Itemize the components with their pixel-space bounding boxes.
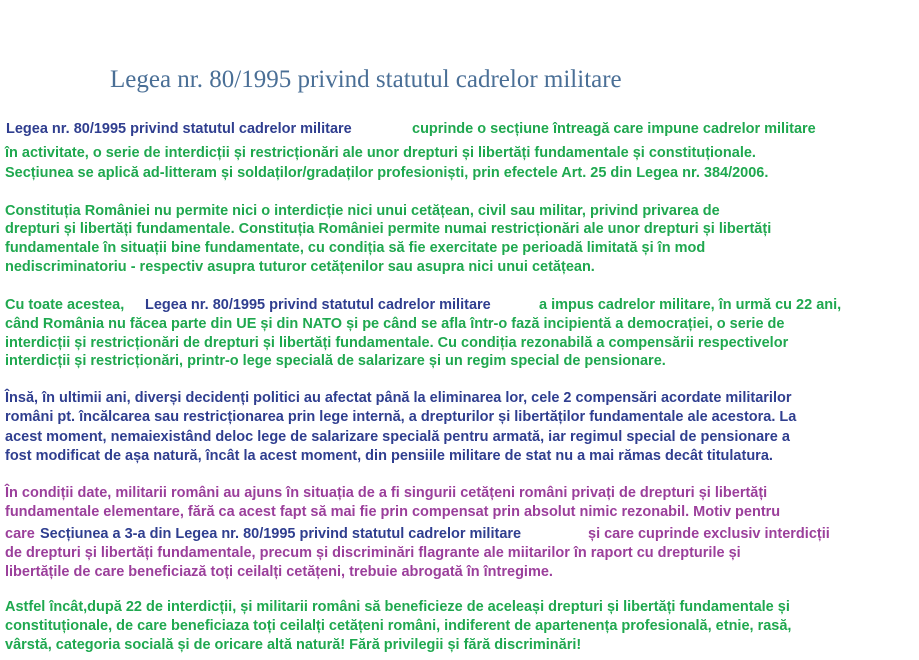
page-title: Legea nr. 80/1995 privind statutul cadrelor militare [110, 66, 622, 93]
paragraph-5-line-3b: Secțiunea a 3-a din Legea nr. 80/1995 privind statutul cadrelor militare [40, 526, 522, 542]
paragraph-5-line-3c: și care cuprinde exclusiv interdicții [588, 526, 830, 542]
paragraph-5-line-1: În condiții date, militarii români au ajuns în situația de a fi singurii cetățeni români privați de drepturi și libertăți [5, 485, 768, 501]
paragraph-4-line-2: români pt. încălcarea sau restricționarea prin lege internă, a drepturilor și libertăților fundamentale ale acestora. La [5, 409, 797, 425]
paragraph-6-line-3: vârstă, categoria socială și de oricare altă natură! Fără privilegii și fără discriminări! [5, 637, 582, 653]
paragraph-5-line-3a: care [5, 526, 35, 542]
paragraph-4-line-3: acest moment, nemaiexistând deloc lege de salarizare specială pentru armată, iar regimul special de pensionare a [5, 429, 790, 445]
paragraph-3-line-1c: a impus cadrelor militare, în urmă cu 22 ani, [539, 297, 842, 313]
paragraph-5-line-4: de drepturi și libertăți fundamentale, precum și discriminări flagrante ale miitarilor în raport cu drepturile și [5, 545, 741, 561]
paragraph-4-line-4: fost modificat de așa natură, încât la acest moment, din pensiile militare de stat nu a mai rămas decât titulatura. [5, 448, 773, 464]
paragraph-3-line-2: când România nu făcea parte din UE și din NATO și pe când se afla într-o fază incipientă a democrației, o serie de [5, 316, 785, 332]
paragraph-1-line-1b: cuprinde o secțiune întreagă care impune cadrelor militare [412, 121, 816, 137]
paragraph-1-line-3: Secțiunea se aplică ad-litteram și soldaților/gradaților profesioniști, prin efectele Art. 25 din Legea nr. 384/2006. [5, 165, 769, 181]
paragraph-2-line-4: nediscriminatoriu - respectiv asupra tuturor cetățenilor sau asupra nici unui cetățean. [5, 259, 595, 275]
paragraph-3-line-1b: Legea nr. 80/1995 privind statutul cadrelor militare [145, 297, 491, 313]
paragraph-2-line-2: drepturi și libertăți fundamentale. Constituția României permite numai restricționări ale unor drepturi și libertăți [5, 221, 772, 237]
paragraph-1-line-1a: Legea nr. 80/1995 privind statutul cadrelor militare [6, 121, 352, 137]
paragraph-5-line-2: fundamentale elementare, fără ca acest fapt să mai fie prin compensat prin absolut nimic rezonabil. Motiv pentru [5, 504, 781, 520]
paragraph-1-line-2: în activitate, o serie de interdicții și restricționări ale unor drepturi și libertăți fundamentale și constituționale. [5, 145, 756, 161]
paragraph-3-line-4: interdicții și restricționări, printr-o lege specială de salarizare și un regim special de pensionare. [5, 353, 666, 369]
paragraph-5-line-5: libertățile de care beneficiază toți ceilalți cetățeni, trebuie abrogată în întregime. [5, 564, 553, 580]
paragraph-6-line-2: constituționale, de care beneficiaza toți ceilalți cetățeni români, indiferent de apartenența profesională, etnie, rasă, [5, 618, 792, 634]
paragraph-3-line-3: interdicții și restricționări de drepturi și libertăți fundamentale. Cu condiția rezonabilă a compensării respectivelor [5, 335, 789, 351]
paragraph-2-line-3: fundamentale în situații bine fundamentate, cu condiția să fie exercitate pe perioadă limitată și în mod [5, 240, 706, 256]
paragraph-4-line-1: Însă, în ultimii ani, diverși decidenți politici au afectat până la eliminarea lor, cele 2 compensări acordate militarilor [5, 390, 792, 406]
paragraph-2-line-1: Constituția României nu permite nici o interdicție nici unui cetățean, civil sau militar, privind privarea de [5, 203, 720, 219]
paragraph-3-line-1a: Cu toate acestea, [5, 297, 125, 313]
paragraph-6-line-1: Astfel încât,după 22 de interdicții, și militarii români să beneficieze de aceleași drepturi și libertăți fundamentale și [5, 599, 790, 615]
